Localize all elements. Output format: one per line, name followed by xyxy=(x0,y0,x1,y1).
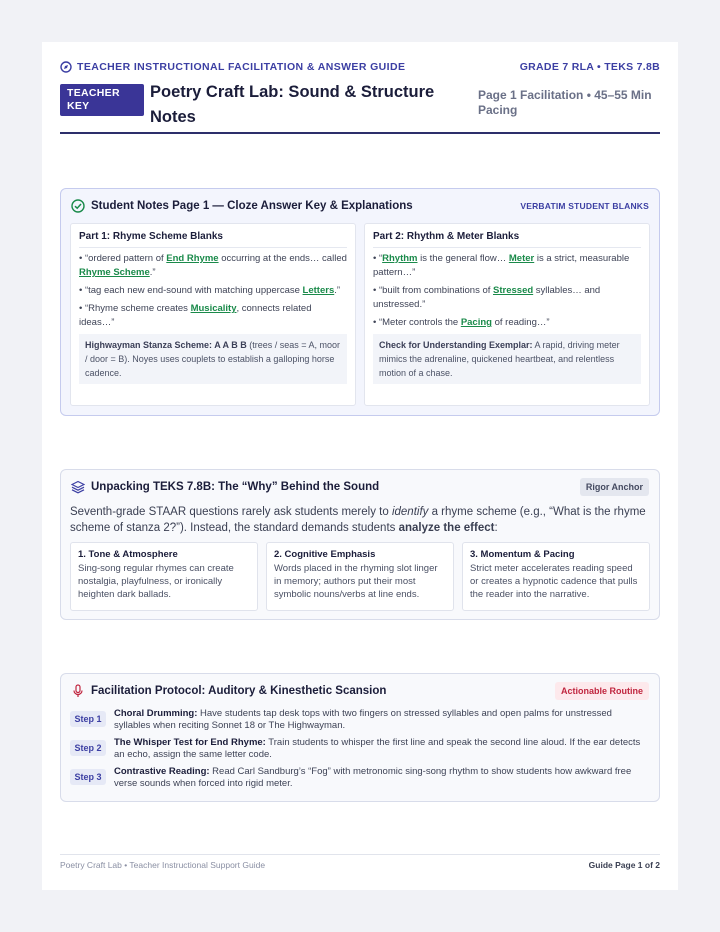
check-understanding-note: Check for Understanding Exemplar: A rapid, driving meter mimics the adrenaline, quickened heartbeat, and relentless motion of a chase. xyxy=(373,334,641,384)
teks-title: Unpacking TEKS 7.8B: The “Why” Behind the Sound xyxy=(91,481,380,493)
step-3: Step 3 Contrastive Reading: Read Carl Sandburg’s “Fog” with metronomic sing-song rhythm to show students how awkward free verse sounds when forced into rigid meter. xyxy=(70,766,650,790)
part2-blank-1: • “Rhythm is the general flow… Meter is a strict, measurable pattern…” xyxy=(373,253,630,278)
footer-guide-name: Poetry Craft Lab • Teacher Instructional Support Guide xyxy=(60,860,266,870)
grade-standard-label: GRADE 7 RLA • TEKS 7.8B xyxy=(519,61,660,73)
rigor-anchor-tag: Rigor Anchor xyxy=(580,478,649,496)
microphone-icon xyxy=(71,684,85,698)
teacher-key-badge: TEACHER KEY xyxy=(60,84,144,116)
effect-momentum: 3. Momentum & Pacing Strict meter accelerates reading speed or creates a hypnotic cadence that pulls the reader into the narrative. xyxy=(462,542,650,611)
compass-icon xyxy=(60,61,72,73)
part1-heading: Part 1: Rhyme Scheme Blanks xyxy=(79,231,347,248)
effect-columns xyxy=(70,542,650,611)
page-footer xyxy=(60,854,660,870)
part1-panel xyxy=(70,223,356,406)
part1-blank-1: • “ordered pattern of End Rhyme occurring at the ends… called Rhyme Scheme.” xyxy=(79,253,347,278)
layers-icon xyxy=(71,480,85,494)
effect-tone: 1. Tone & Atmosphere Sing-song regular rhymes can create nostalgia, playfulness, or ironically heighten dark ballads. xyxy=(70,542,258,611)
effect-emphasis: 2. Cognitive Emphasis Words placed in the rhyming slot linger in memory; authors put their most symbolic nouns/verbs at line ends. xyxy=(266,542,454,611)
actionable-routine-tag: Actionable Routine xyxy=(555,682,649,700)
top-bar xyxy=(60,60,660,74)
teks-lead-text: Seventh-grade STAAR questions rarely ask students merely to identify a rhyme scheme (e.g., “What is the rhyme scheme of stanza 2?”). Instead, the standard demands students analyze the effect: xyxy=(70,506,646,534)
step-2: Step 2 The Whisper Test for End Rhyme: Train students to whisper the first line and speak the second line aloud. If the ear detects an echo, assign the same letter code. xyxy=(70,737,650,761)
highwayman-note: Highwayman Stanza Scheme: A A B B (trees / seas = A, moor / door = B). Noyes uses couplets to establish a galloping horse cadence. xyxy=(79,334,347,384)
part2-heading: Part 2: Rhythm & Meter Blanks xyxy=(373,231,641,248)
check-circle-icon xyxy=(71,199,85,213)
part1-blank-2: • “tag each new end-sound with matching uppercase Letters.” xyxy=(79,285,341,296)
guide-page xyxy=(42,42,678,890)
page-header xyxy=(60,82,660,134)
pacing-label: Page 1 Facilitation • 45–55 Min Pacing xyxy=(478,88,652,117)
answer-key-card xyxy=(60,188,660,416)
part2-blank-2: • “built from combinations of Stressed syllables… and unstressed.” xyxy=(373,285,601,310)
footer-page-number: Guide Page 1 of 2 xyxy=(588,860,660,870)
part1-blank-3: • “Rhyme scheme creates Musicality, connects related ideas…” xyxy=(79,303,312,328)
step-1: Step 1 Choral Drumming: Have students tap desk tops with two fingers on stressed syllables and open palms for unstressed syllables when reciting Sonnet 18 or The Highwayman. xyxy=(70,708,650,732)
part2-blank-3: • “Meter controls the Pacing of reading…” xyxy=(373,317,550,328)
protocol-steps xyxy=(70,708,650,795)
answer-key-title: Student Notes Page 1 — Cloze Answer Key & Explanations xyxy=(91,200,413,212)
protocol-card xyxy=(60,673,660,802)
part2-panel xyxy=(364,223,650,406)
protocol-title: Facilitation Protocol: Auditory & Kinesthetic Scansion xyxy=(91,685,387,697)
guide-type-label: TEACHER INSTRUCTIONAL FACILITATION & ANSWER GUIDE xyxy=(77,61,406,73)
verbatim-tag: VERBATIM STUDENT BLANKS xyxy=(520,201,649,211)
page-title: Poetry Craft Lab: Sound & Structure Notes xyxy=(150,83,435,126)
teks-card xyxy=(60,469,660,620)
